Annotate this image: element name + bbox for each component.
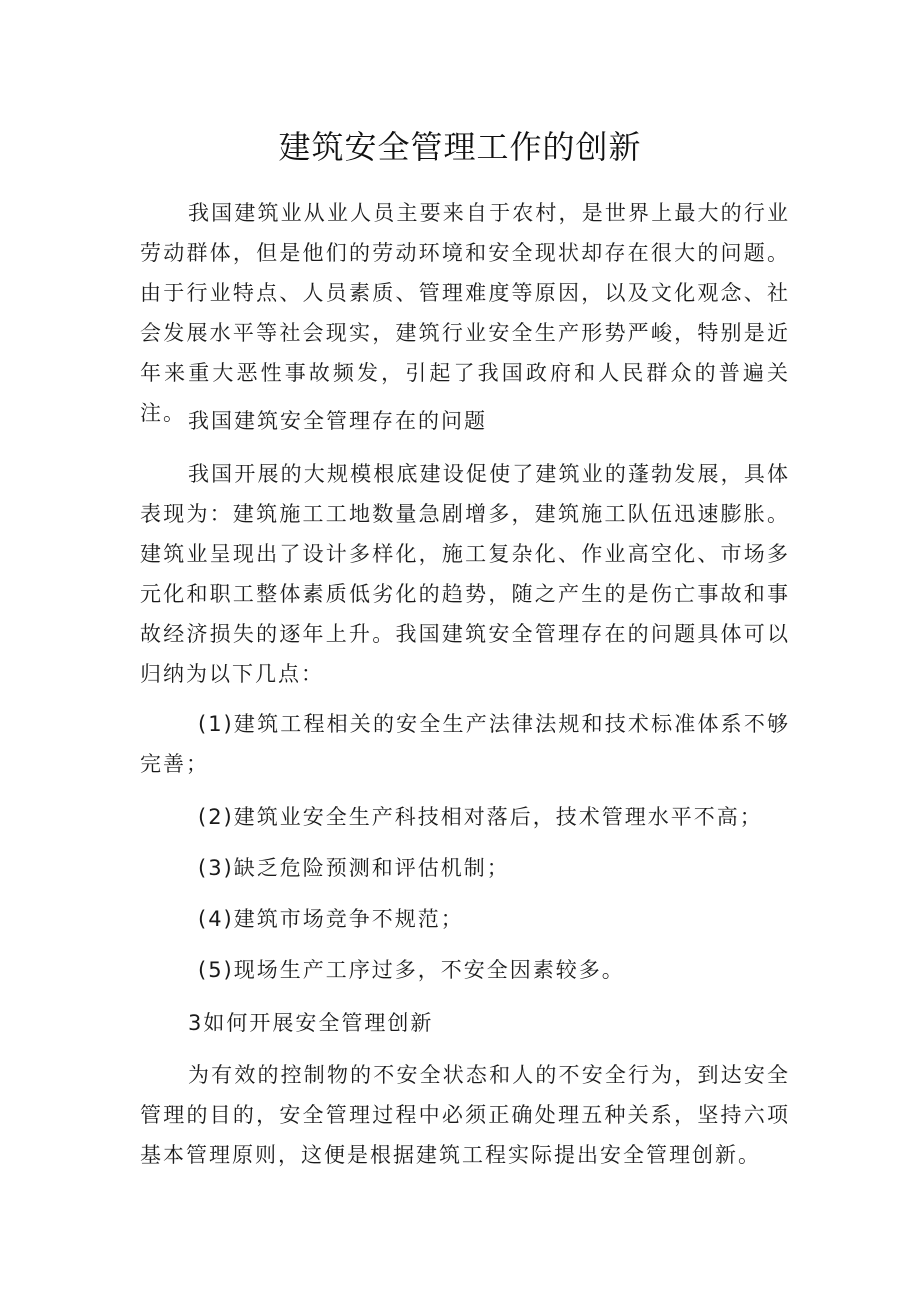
paragraph-intro: 我国建筑业从业人员主要来自于农村，是世界上最大的行业劳动群体，但是他们的劳动环境和安全现状却存在很大的问题。由于行业特点、人员素质、管理难度等原因，以及文化观念、社会发展水平等社会现实，建筑行业安全生产形势严峻，特别是近年来重大恶性事故频发，引起了我国政府和人民群众的普遍关注。 (140, 201, 790, 425)
document-title: 建筑安全管理工作的创新 (278, 128, 642, 166)
list-item: (3)缺乏危险预测和评估机制； (198, 856, 510, 880)
paragraph-problems: 我国开展的大规模根底建设促使了建筑业的蓬勃发展，具体表现为：建筑施工工地数量急剧增多，建筑施工队伍迅速膨胀。建筑业呈现出了设计多样化，施工复杂化、作业高空化、市场多元化和职工整体素质低劣化的趋势，随之产生的是伤亡事故和事故经济损失的逐年上升。我国建筑安全管理存在的问题具体可以归纳为以下几点： (140, 462, 790, 686)
section-heading-problems: 我国建筑安全管理存在的问题 (188, 409, 487, 433)
list-item: (1)建筑工程相关的安全生产法律法规和技术标准体系不够完善； (140, 712, 790, 776)
list-item: (4)建筑市场竞争不规范； (198, 907, 464, 931)
paragraph-innovation: 为有效的控制物的不安全状态和人的不安全行为，到达安全管理的目的，安全管理过程中必须正确处理五种关系，坚持六项基本管理原则，这便是根据建筑工程实际提出安全管理创新。 (140, 1063, 790, 1167)
list-item: (2)建筑业安全生产科技相对落后，技术管理水平不高； (198, 805, 763, 829)
section-heading-innovation: 3如何开展安全管理创新 (188, 1011, 434, 1035)
list-item: (5)现场生产工序过多，不安全因素较多。 (198, 958, 625, 982)
